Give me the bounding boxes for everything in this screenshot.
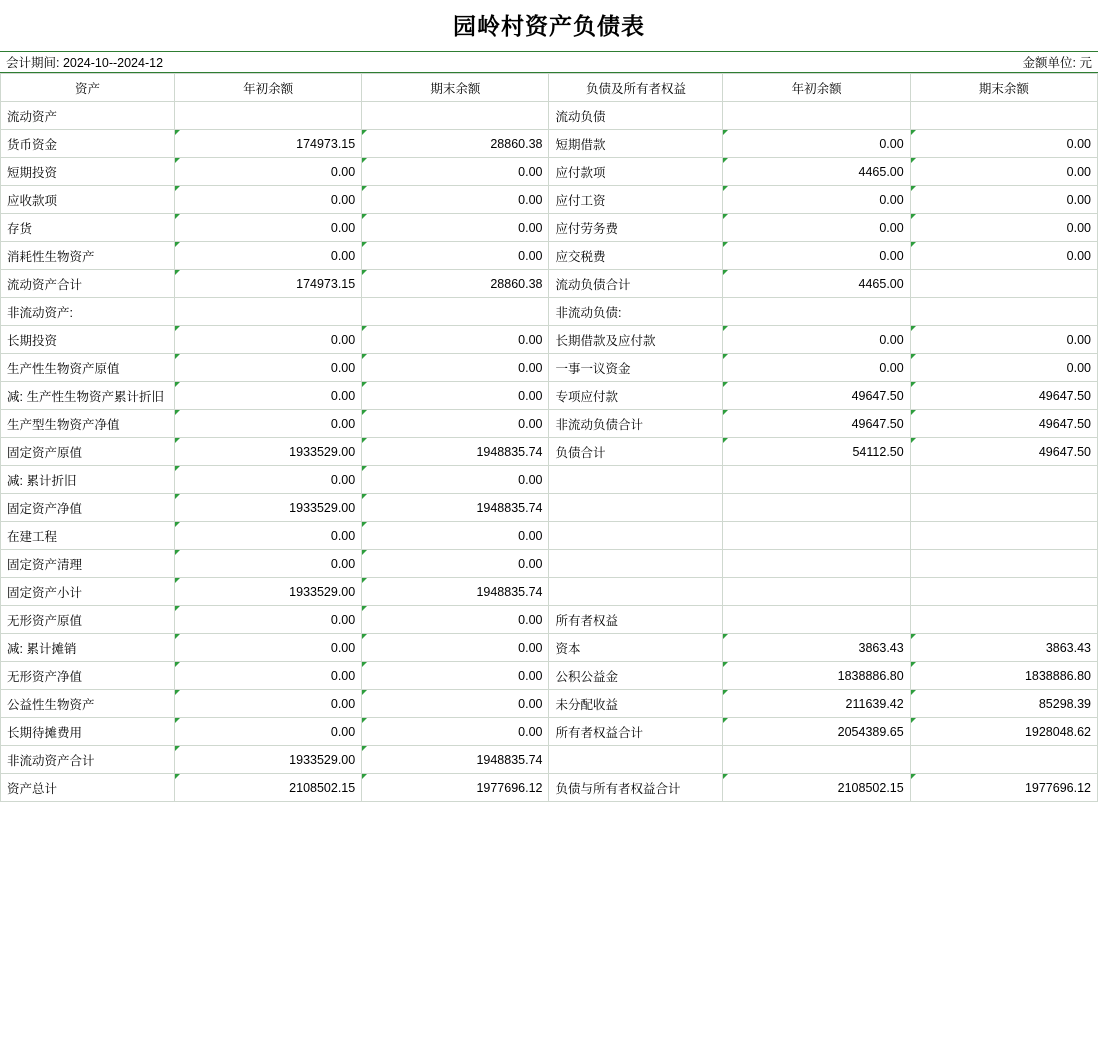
liability-begin-cell bbox=[723, 494, 910, 522]
asset-begin-cell: 0.00 bbox=[174, 186, 361, 214]
liability-begin-cell bbox=[723, 550, 910, 578]
asset-begin-cell: 0.00 bbox=[174, 662, 361, 690]
liability-begin-cell: 49647.50 bbox=[723, 410, 910, 438]
liability-label-cell: 所有者权益 bbox=[549, 606, 723, 634]
asset-begin-cell: 174973.15 bbox=[174, 270, 361, 298]
asset-end-cell: 0.00 bbox=[362, 522, 549, 550]
liability-label-cell bbox=[549, 550, 723, 578]
table-row bbox=[1, 326, 1098, 354]
liability-end-cell bbox=[910, 466, 1097, 494]
asset-begin-cell: 0.00 bbox=[174, 522, 361, 550]
asset-label-cell: 应收款项 bbox=[1, 186, 175, 214]
liability-end-cell: 49647.50 bbox=[910, 410, 1097, 438]
asset-end-cell: 0.00 bbox=[362, 550, 549, 578]
asset-label-cell: 短期投资 bbox=[1, 158, 175, 186]
liability-end-cell bbox=[910, 746, 1097, 774]
asset-label-cell: 减: 累计折旧 bbox=[1, 466, 175, 494]
liability-end-cell bbox=[910, 606, 1097, 634]
liability-begin-cell bbox=[723, 102, 910, 130]
asset-end-cell: 1977696.12 bbox=[362, 774, 549, 802]
table-row bbox=[1, 270, 1098, 298]
asset-begin-cell: 0.00 bbox=[174, 634, 361, 662]
table-header-row bbox=[1, 74, 1098, 102]
table-row bbox=[1, 130, 1098, 158]
asset-begin-cell: 0.00 bbox=[174, 466, 361, 494]
liability-end-cell: 0.00 bbox=[910, 326, 1097, 354]
table-row bbox=[1, 102, 1098, 130]
liability-begin-cell: 0.00 bbox=[723, 214, 910, 242]
column-header-assets: 资产 bbox=[1, 74, 175, 102]
table-row bbox=[1, 438, 1098, 466]
asset-end-cell: 0.00 bbox=[362, 662, 549, 690]
asset-label-cell: 非流动资产: bbox=[1, 298, 175, 326]
table-body bbox=[1, 102, 1098, 802]
liability-end-cell: 0.00 bbox=[910, 242, 1097, 270]
asset-label-cell: 长期投资 bbox=[1, 326, 175, 354]
liability-end-cell: 0.00 bbox=[910, 130, 1097, 158]
liability-label-cell: 一事一议资金 bbox=[549, 354, 723, 382]
asset-end-cell: 0.00 bbox=[362, 242, 549, 270]
asset-end-cell: 0.00 bbox=[362, 326, 549, 354]
asset-begin-cell: 0.00 bbox=[174, 410, 361, 438]
asset-end-cell: 0.00 bbox=[362, 354, 549, 382]
asset-label-cell: 固定资产清理 bbox=[1, 550, 175, 578]
liability-begin-cell: 3863.43 bbox=[723, 634, 910, 662]
asset-end-cell: 1948835.74 bbox=[362, 578, 549, 606]
asset-end-cell: 1948835.74 bbox=[362, 438, 549, 466]
asset-begin-cell bbox=[174, 298, 361, 326]
liability-label-cell: 流动负债 bbox=[549, 102, 723, 130]
asset-label-cell: 非流动资产合计 bbox=[1, 746, 175, 774]
asset-label-cell: 公益性生物资产 bbox=[1, 690, 175, 718]
asset-end-cell: 0.00 bbox=[362, 606, 549, 634]
table-row bbox=[1, 298, 1098, 326]
liability-begin-cell bbox=[723, 746, 910, 774]
liability-label-cell bbox=[549, 522, 723, 550]
asset-begin-cell: 0.00 bbox=[174, 606, 361, 634]
asset-begin-cell: 0.00 bbox=[174, 690, 361, 718]
liability-label-cell: 资本 bbox=[549, 634, 723, 662]
table-row bbox=[1, 606, 1098, 634]
asset-end-cell: 28860.38 bbox=[362, 130, 549, 158]
liability-label-cell: 非流动负债: bbox=[549, 298, 723, 326]
liability-label-cell: 负债合计 bbox=[549, 438, 723, 466]
asset-begin-cell: 0.00 bbox=[174, 214, 361, 242]
liability-begin-cell bbox=[723, 522, 910, 550]
column-header-assets-end: 期末余额 bbox=[362, 74, 549, 102]
liability-begin-cell: 49647.50 bbox=[723, 382, 910, 410]
table-row bbox=[1, 718, 1098, 746]
asset-end-cell: 0.00 bbox=[362, 186, 549, 214]
asset-begin-cell: 174973.15 bbox=[174, 130, 361, 158]
asset-label-cell: 生产性生物资产原值 bbox=[1, 354, 175, 382]
liability-label-cell bbox=[549, 466, 723, 494]
liability-end-cell: 49647.50 bbox=[910, 382, 1097, 410]
table-row bbox=[1, 242, 1098, 270]
table-row bbox=[1, 662, 1098, 690]
liability-end-cell: 0.00 bbox=[910, 158, 1097, 186]
liability-label-cell: 长期借款及应付款 bbox=[549, 326, 723, 354]
table-row bbox=[1, 382, 1098, 410]
liability-label-cell bbox=[549, 578, 723, 606]
amount-unit: 金额单位: 元 bbox=[1022, 56, 1092, 70]
asset-end-cell bbox=[362, 298, 549, 326]
column-header-liab-begin: 年初余额 bbox=[723, 74, 910, 102]
balance-sheet-table bbox=[0, 73, 1098, 802]
table-row bbox=[1, 634, 1098, 662]
asset-end-cell: 0.00 bbox=[362, 214, 549, 242]
liability-begin-cell bbox=[723, 298, 910, 326]
asset-end-cell: 28860.38 bbox=[362, 270, 549, 298]
asset-label-cell: 固定资产小计 bbox=[1, 578, 175, 606]
asset-label-cell: 流动资产合计 bbox=[1, 270, 175, 298]
meta-row bbox=[0, 51, 1098, 73]
asset-end-cell bbox=[362, 102, 549, 130]
liability-label-cell: 非流动负债合计 bbox=[549, 410, 723, 438]
asset-end-cell: 0.00 bbox=[362, 158, 549, 186]
asset-begin-cell: 0.00 bbox=[174, 326, 361, 354]
table-row bbox=[1, 214, 1098, 242]
liability-begin-cell: 211639.42 bbox=[723, 690, 910, 718]
liability-end-cell bbox=[910, 522, 1097, 550]
asset-begin-cell: 1933529.00 bbox=[174, 578, 361, 606]
table-row bbox=[1, 578, 1098, 606]
liability-begin-cell: 0.00 bbox=[723, 326, 910, 354]
liability-begin-cell: 2054389.65 bbox=[723, 718, 910, 746]
liability-end-cell: 0.00 bbox=[910, 214, 1097, 242]
column-header-liab-end: 期末余额 bbox=[910, 74, 1097, 102]
asset-begin-cell: 1933529.00 bbox=[174, 746, 361, 774]
asset-end-cell: 1948835.74 bbox=[362, 494, 549, 522]
asset-label-cell: 在建工程 bbox=[1, 522, 175, 550]
liability-label-cell: 应付劳务费 bbox=[549, 214, 723, 242]
asset-begin-cell: 0.00 bbox=[174, 158, 361, 186]
asset-begin-cell: 2108502.15 bbox=[174, 774, 361, 802]
asset-label-cell: 固定资产原值 bbox=[1, 438, 175, 466]
liability-end-cell: 1928048.62 bbox=[910, 718, 1097, 746]
table-row bbox=[1, 466, 1098, 494]
liability-label-cell: 流动负债合计 bbox=[549, 270, 723, 298]
asset-label-cell: 减: 累计摊销 bbox=[1, 634, 175, 662]
liability-end-cell: 0.00 bbox=[910, 186, 1097, 214]
liability-end-cell: 0.00 bbox=[910, 354, 1097, 382]
asset-label-cell: 固定资产净值 bbox=[1, 494, 175, 522]
asset-begin-cell: 0.00 bbox=[174, 382, 361, 410]
asset-begin-cell: 1933529.00 bbox=[174, 438, 361, 466]
table-row bbox=[1, 354, 1098, 382]
page-title: 园岭村资产负债表 bbox=[453, 13, 645, 39]
asset-label-cell: 减: 生产性生物资产累计折旧 bbox=[1, 382, 175, 410]
liability-label-cell: 所有者权益合计 bbox=[549, 718, 723, 746]
liability-label-cell: 应交税费 bbox=[549, 242, 723, 270]
asset-begin-cell: 0.00 bbox=[174, 550, 361, 578]
table-row bbox=[1, 746, 1098, 774]
liability-end-cell: 3863.43 bbox=[910, 634, 1097, 662]
table-row bbox=[1, 158, 1098, 186]
asset-end-cell: 1948835.74 bbox=[362, 746, 549, 774]
table-row bbox=[1, 522, 1098, 550]
accounting-period: 会计期间: 2024-10--2024-12 bbox=[6, 56, 164, 70]
asset-begin-cell bbox=[174, 102, 361, 130]
liability-begin-cell: 4465.00 bbox=[723, 158, 910, 186]
liability-begin-cell bbox=[723, 578, 910, 606]
asset-label-cell: 生产型生物资产净值 bbox=[1, 410, 175, 438]
asset-label-cell: 存货 bbox=[1, 214, 175, 242]
liability-begin-cell: 54112.50 bbox=[723, 438, 910, 466]
liability-begin-cell: 0.00 bbox=[723, 186, 910, 214]
liability-label-cell: 应付工资 bbox=[549, 186, 723, 214]
asset-end-cell: 0.00 bbox=[362, 410, 549, 438]
liability-end-cell bbox=[910, 550, 1097, 578]
liability-end-cell: 1838886.80 bbox=[910, 662, 1097, 690]
asset-label-cell: 无形资产净值 bbox=[1, 662, 175, 690]
table-row bbox=[1, 186, 1098, 214]
asset-begin-cell: 1933529.00 bbox=[174, 494, 361, 522]
asset-label-cell: 消耗性生物资产 bbox=[1, 242, 175, 270]
column-header-liabilities: 负债及所有者权益 bbox=[549, 74, 723, 102]
liability-end-cell bbox=[910, 578, 1097, 606]
liability-begin-cell: 4465.00 bbox=[723, 270, 910, 298]
liability-end-cell bbox=[910, 298, 1097, 326]
asset-end-cell: 0.00 bbox=[362, 466, 549, 494]
liability-label-cell: 专项应付款 bbox=[549, 382, 723, 410]
liability-label-cell: 负债与所有者权益合计 bbox=[549, 774, 723, 802]
asset-begin-cell: 0.00 bbox=[174, 718, 361, 746]
asset-begin-cell: 0.00 bbox=[174, 242, 361, 270]
liability-begin-cell: 0.00 bbox=[723, 130, 910, 158]
asset-label-cell: 资产总计 bbox=[1, 774, 175, 802]
liability-begin-cell: 2108502.15 bbox=[723, 774, 910, 802]
asset-end-cell: 0.00 bbox=[362, 382, 549, 410]
table-row bbox=[1, 774, 1098, 802]
liability-label-cell: 未分配收益 bbox=[549, 690, 723, 718]
asset-label-cell: 无形资产原值 bbox=[1, 606, 175, 634]
liability-end-cell bbox=[910, 494, 1097, 522]
asset-end-cell: 0.00 bbox=[362, 718, 549, 746]
asset-label-cell: 货币资金 bbox=[1, 130, 175, 158]
asset-label-cell: 流动资产 bbox=[1, 102, 175, 130]
liability-label-cell: 应付款项 bbox=[549, 158, 723, 186]
liability-begin-cell bbox=[723, 606, 910, 634]
liability-end-cell: 49647.50 bbox=[910, 438, 1097, 466]
asset-label-cell: 长期待摊费用 bbox=[1, 718, 175, 746]
liability-label-cell bbox=[549, 494, 723, 522]
table-row bbox=[1, 550, 1098, 578]
liability-end-cell bbox=[910, 102, 1097, 130]
asset-begin-cell: 0.00 bbox=[174, 354, 361, 382]
table-row bbox=[1, 410, 1098, 438]
liability-begin-cell: 0.00 bbox=[723, 354, 910, 382]
asset-end-cell: 0.00 bbox=[362, 634, 549, 662]
liability-begin-cell: 0.00 bbox=[723, 242, 910, 270]
liability-label-cell: 短期借款 bbox=[549, 130, 723, 158]
column-header-assets-begin: 年初余额 bbox=[174, 74, 361, 102]
liability-begin-cell: 1838886.80 bbox=[723, 662, 910, 690]
liability-end-cell bbox=[910, 270, 1097, 298]
liability-label-cell bbox=[549, 746, 723, 774]
liability-label-cell: 公积公益金 bbox=[549, 662, 723, 690]
table-row bbox=[1, 494, 1098, 522]
liability-begin-cell bbox=[723, 466, 910, 494]
table-row bbox=[1, 690, 1098, 718]
liability-end-cell: 85298.39 bbox=[910, 690, 1097, 718]
liability-end-cell: 1977696.12 bbox=[910, 774, 1097, 802]
asset-end-cell: 0.00 bbox=[362, 690, 549, 718]
